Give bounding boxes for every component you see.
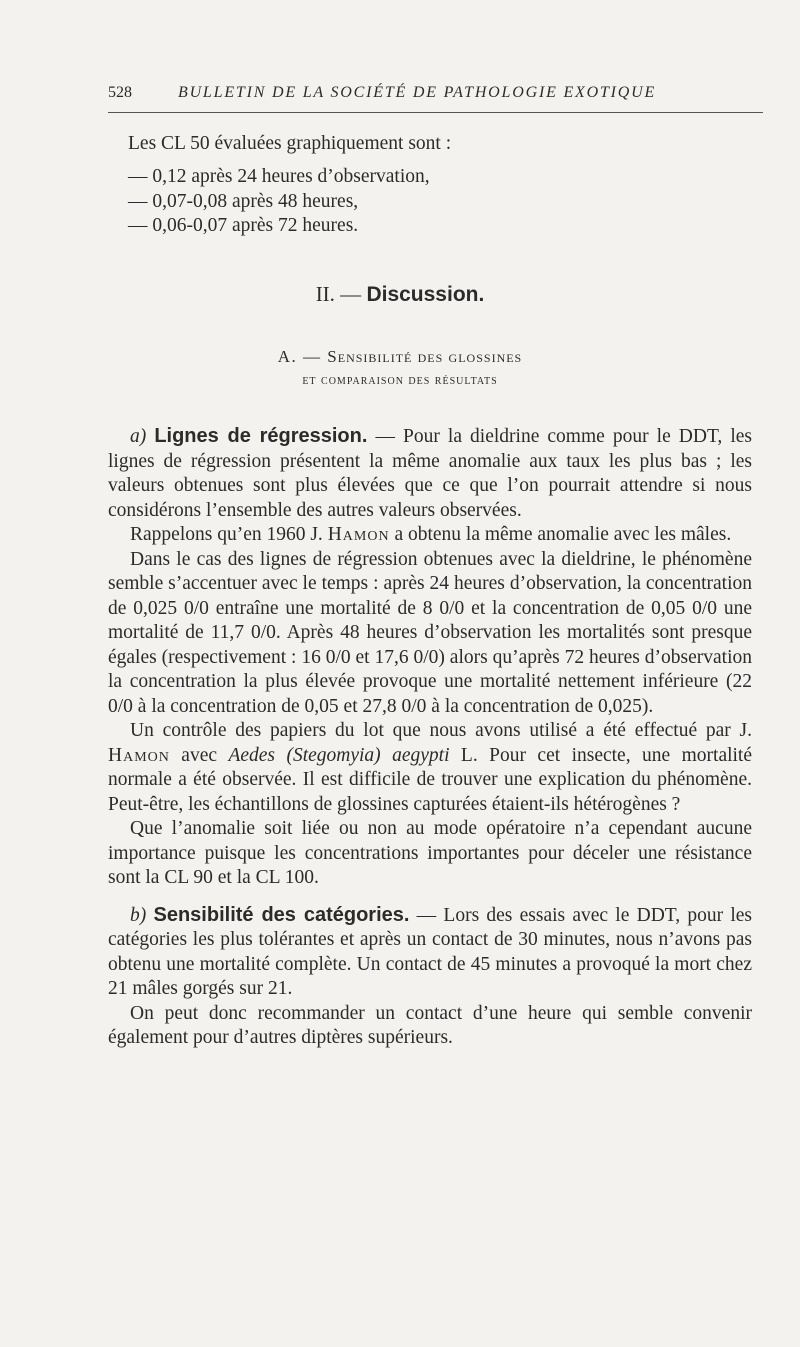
paragraph-label: b) <box>130 904 147 926</box>
section-title: Discussion. <box>366 283 485 306</box>
subsection-title-1: Sensibilité des glossines <box>327 347 523 366</box>
journal-title: BULLETIN DE LA SOCIÉTÉ DE PATHOLOGIE EXOTIQUE <box>178 84 657 101</box>
lc50-list <box>128 165 728 239</box>
text-run: Rappelons qu’en 1960 J. <box>130 524 328 545</box>
paragraph-anomalie: Que l’anomalie soit liée ou non au mode opératoire n’a cependant aucune importance puisque les concentrations importantes pour déceler une résistance sont la CL 90 et la CL 100. <box>108 818 752 888</box>
page-number: 528 <box>108 84 132 101</box>
paragraph-final: On peut donc recommander un contact d’une heure qui semble convenir également pour d’autres diptères supérieurs. <box>108 1002 752 1048</box>
section-number: II. — <box>315 282 362 306</box>
header-rule <box>108 112 763 113</box>
body-text <box>108 424 752 1051</box>
list-item: — 0,07-0,08 après 48 heures, <box>128 190 359 212</box>
subsection-heading-line2 <box>0 373 800 389</box>
paragraph-heading: Sensibilité des catégories. <box>153 903 410 926</box>
paragraph-rappel <box>108 523 752 548</box>
paragraph-a <box>108 424 752 523</box>
subsection-heading-line1 <box>0 347 800 367</box>
author-name: Hamon <box>327 524 390 545</box>
paragraph-heading: Lignes de régression. <box>154 425 368 447</box>
paragraph-dans: Dans le cas des lignes de régression obtenues avec la dieldrine, le phénomène semble s’accentuer avec le temps : après 24 heures d’observation, la concentration de 0,025 0/0 entraîne une mortalité de 8 0/0 et la concentration de 0,05 0/0 une mortalité de 11,7 0/0. Après 48 heures d’observation les mortalités sont presque égales (respectivement : 16 0/0 et 17,6 0/0) alors qu’après 72 heures d’observation la concentration la plus élevée provoque une mortalité nettement inférieure (22 0/0 à la concentration de 0,05 et 27,8 0/0 à la concentration de 0,025). <box>108 548 752 717</box>
species-name: Aedes (Stegomyia) aegypti <box>228 744 450 766</box>
paragraph-text: — Lors des essais avec le DDT, pour les catégories les plus tolérantes et après un contact de 30 minutes, nous n’avons pas obtenu une mortalité complète. Un contact de 45 minutes a provoqué la mort chez 21 mâles gorgés sur 21. <box>108 904 752 999</box>
list-item: — 0,06-0,07 après 72 heures. <box>128 215 359 236</box>
text-run: L. Pour cet insecte, une mortalité normale a été observée. Il est difficile de trouver une explication du phénomène. Peut-être, les échantillons de glossines capturées étaient-ils hétérogènes ? <box>108 744 753 815</box>
subsection-title-2: et comparaison des résultats <box>302 373 498 388</box>
section-heading <box>0 282 800 307</box>
list-item: — 0,12 après 24 heures d’observation, <box>128 166 430 187</box>
text-run: a obtenu la même anomalie avec les mâles. <box>389 524 732 545</box>
paragraph-gap <box>108 891 752 903</box>
paragraph-controle <box>108 719 752 817</box>
paragraph-b <box>108 903 752 1002</box>
text-run: Un contrôle des papiers du lot que nous avons utilisé a été effectué par J. <box>130 720 752 741</box>
paragraph-label: a) <box>130 426 147 447</box>
text-run: avec <box>169 744 229 766</box>
intro-line: Les CL 50 évaluées graphiquement sont : <box>128 133 452 154</box>
author-name: Hamon <box>108 744 170 766</box>
paragraph-text: — Pour la dieldrine comme pour le DDT, les lignes de régression présentent la même anomalie aux taux les plus bas ; les valeurs obtenues sont plus élevées que ce que l’on pourrait attendre si nous considérons l’ensemble des autres valeurs observées. <box>108 426 752 521</box>
subsection-letter: A. — <box>277 347 322 366</box>
